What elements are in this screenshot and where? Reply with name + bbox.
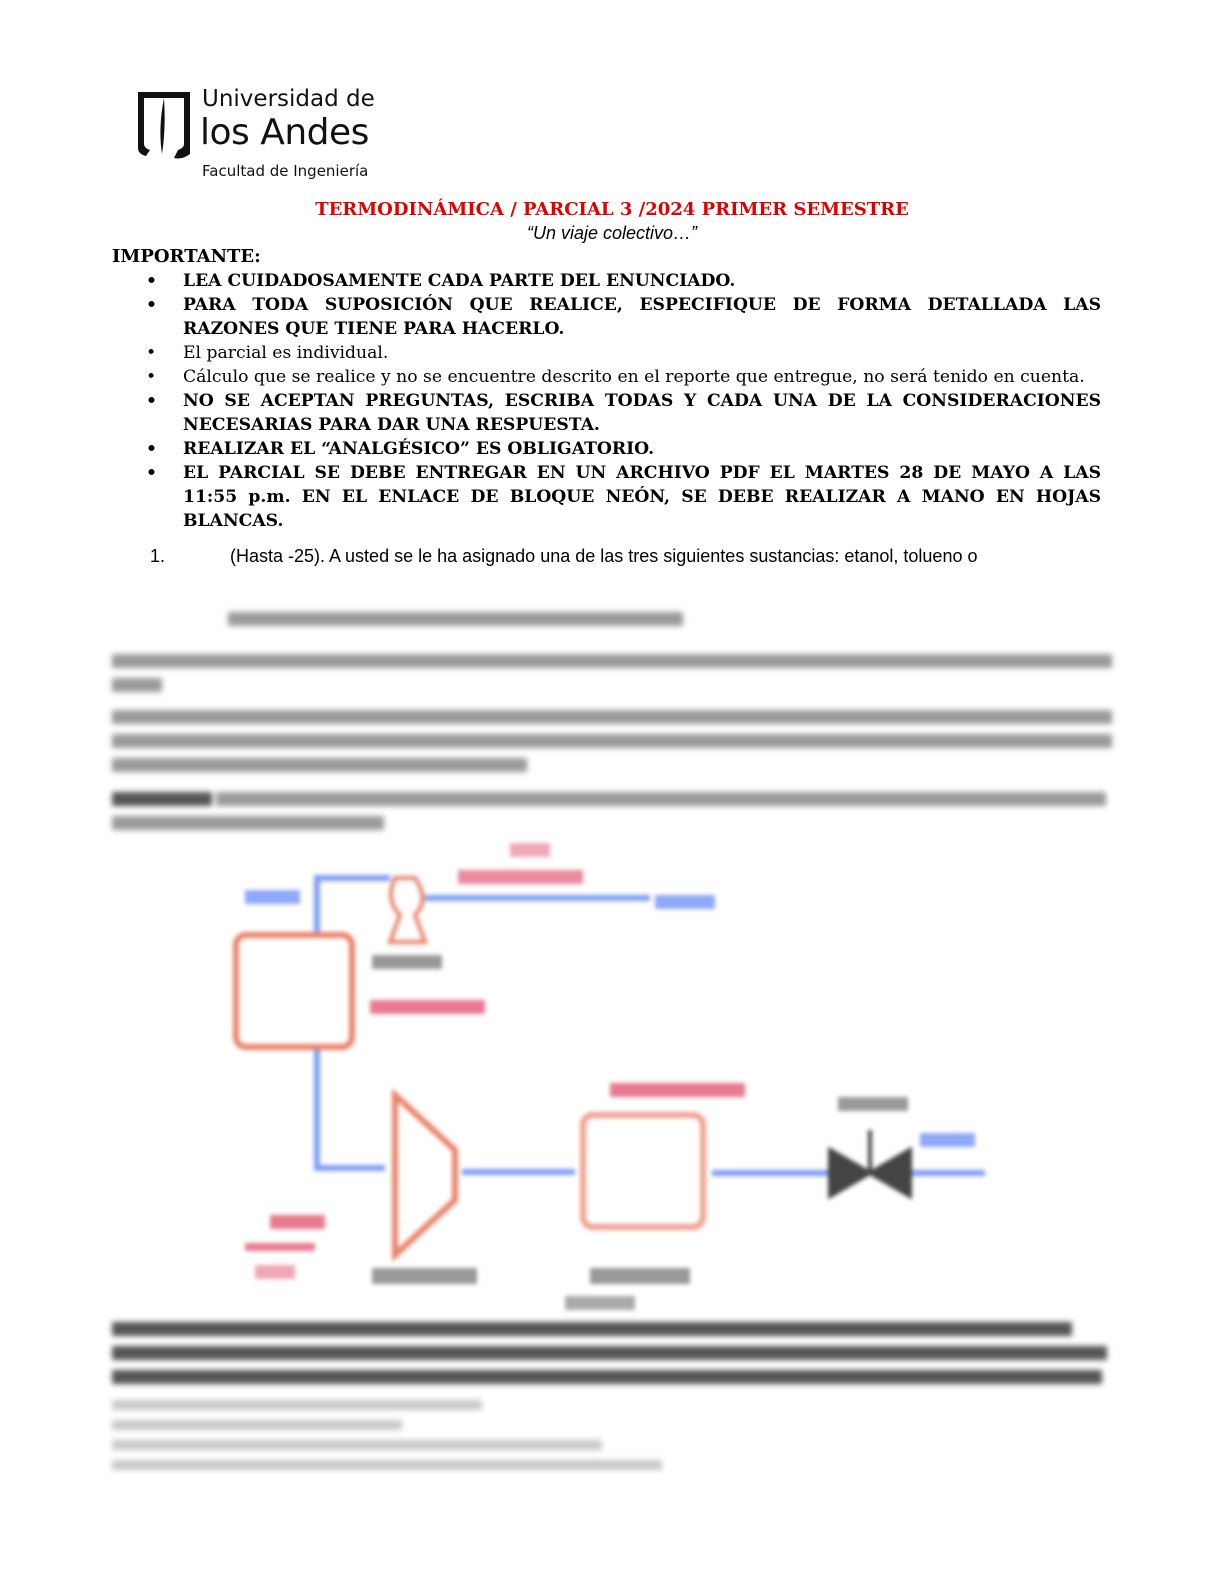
instruction-text: PARA TODA SUPOSICIÓN QUE REALICE, ESPECIFIQUE DE FORMA DETALLADA LAS RAZONES QUE TIENE PARA HACERLO. (183, 295, 1101, 339)
instruction-text: Cálculo que se realice y no se encuentre descrito en el reporte que entregue, no será tenido en cuenta. (183, 367, 1085, 387)
bullet-icon: • (146, 271, 157, 291)
question-number: 1. (150, 546, 166, 566)
logo-line-2: los Andes (200, 112, 369, 153)
bullet-icon: • (146, 295, 157, 315)
bullet-icon: • (146, 367, 157, 387)
instruction-text: LEA CUIDADOSAMENTE CADA PARTE DEL ENUNCIADO. (183, 271, 736, 291)
important-heading: IMPORTANTE: (112, 246, 261, 267)
instruction-text: REALIZAR EL “ANALGÉSICO” ES OBLIGATORIO. (183, 439, 655, 459)
heater-equipment (583, 1115, 703, 1227)
instruction-text: El parcial es individual. (183, 343, 389, 363)
diagram-labels (245, 843, 975, 1310)
exam-title: TERMODINÁMICA / PARCIAL 3 /2024 PRIMER SEMESTRE (315, 199, 909, 220)
bullet-icon: • (146, 343, 157, 363)
question-text: (Hasta -25). A usted se le ha asignado una de las tres siguientes sustancias: etanol, tolueno o (230, 546, 978, 566)
instruction-text: NO SE ACEPTAN PREGUNTAS, ESCRIBA TODAS Y CADA UNA DE LA CONSIDERACIONES NECESARIAS PARA DAR UNA RESPUESTA. (183, 391, 1101, 435)
instruction-text: EL PARCIAL SE DEBE ENTREGAR EN UN ARCHIVO PDF EL MARTES 28 DE MAYO A LAS 11:55 p.m. EN EL ENLACE DE BLOQUE NEÓN, SE DEBE REALIZAR A MANO EN HOJAS BLANCAS. (183, 463, 1101, 531)
pump-equipment (390, 878, 425, 942)
logo-line-1: Universidad de (202, 86, 375, 112)
compressor-equipment (395, 1095, 455, 1255)
valve-icon (830, 1130, 910, 1196)
exam-subtitle: “Un viaje colectivo…” (526, 223, 698, 243)
logo-line-3: Facultad de Ingeniería (202, 162, 369, 180)
bullet-icon: • (146, 391, 157, 411)
tank-equipment (236, 935, 352, 1047)
bullet-icon: • (146, 439, 157, 459)
bullet-icon: • (146, 463, 157, 483)
